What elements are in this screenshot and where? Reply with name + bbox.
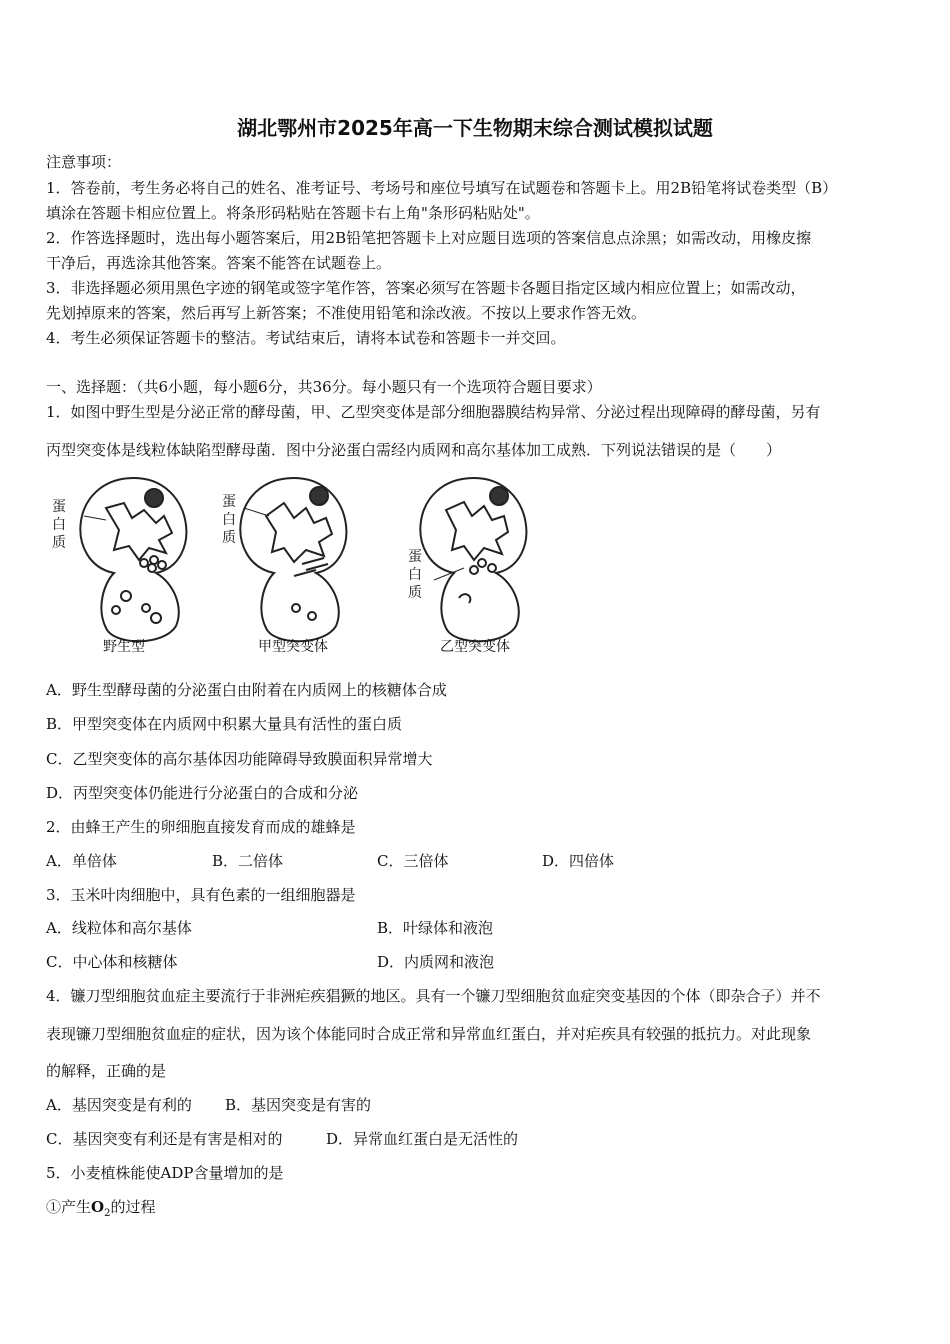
- page-title: 湖北鄂州市2025年高一下生物期末综合测试模拟试题: [237, 116, 713, 140]
- o2-formula: O: [91, 1198, 105, 1216]
- q5-stem: 5．小麦植株能使ADP含量增加的是: [46, 1164, 284, 1182]
- q4-stem: 4．镰刀型细胞贫血症主要流行于非洲疟疾猖獗的地区。具有一个镰刀型细胞贫血症突变基因的个体（即杂合子）并不: [46, 987, 821, 1005]
- notice-line: 3．非选择题必须用黑色字迹的钢笔或签字笔作答，答案必须写在答题卡各题目指定区域内相应位置上；如需改动，: [46, 279, 806, 297]
- q3-option-d[interactable]: D．内质网和液泡: [377, 953, 495, 971]
- q5-item-1: [46, 1197, 155, 1224]
- q1-stem: 丙型突变体是线粒体缺陷型酵母菌．图中分泌蛋白需经内质网和高尔基体加工成熟．下列说法错误的是（ ）: [46, 441, 782, 459]
- o2-subscript: 2: [104, 1208, 111, 1219]
- section-heading: 一、选择题：（共6小题，每小题6分，共36分。每小题只有一个选项符合题目要求）: [46, 378, 602, 396]
- q2-stem: 2．由蜂王产生的卵细胞直接发育而成的雄蜂是: [46, 818, 356, 836]
- caption-type-a: 甲型突变体: [258, 639, 328, 655]
- q4-stem: 的解释，正确的是: [46, 1062, 167, 1080]
- q4-option-c[interactable]: C．基因突变有利还是有害是相对的: [46, 1130, 283, 1148]
- q5-item-text: 的过程: [110, 1198, 156, 1216]
- notice-heading: 注意事项：: [46, 153, 122, 171]
- q2-option-a[interactable]: A．单倍体: [46, 852, 117, 870]
- notice-line: 4．考生必须保证答题卡的整洁。考试结束后，请将本试卷和答题卡一并交回。: [46, 329, 566, 347]
- protein-label-char: 质: [222, 530, 236, 546]
- q4-stem: 表现镰刀型细胞贫血症的症状，因为该个体能同时合成正常和异常血红蛋白，并对疟疾具有较强的抵抗力。对此现象: [46, 1025, 812, 1043]
- q1-option-d[interactable]: D．丙型突变体仍能进行分泌蛋白的合成和分泌: [46, 784, 359, 802]
- notice-line: 1．答卷前，考生务必将自己的姓名、准考证号、考场号和座位号填写在试题卷和答题卡上。用2B铅笔将试卷类型（B）: [46, 179, 838, 197]
- notice-line: 填涂在答题卡相应位置上。将条形码粘贴在答题卡右上角"条形码粘贴处"。: [46, 204, 540, 222]
- protein-label-char: 蛋: [408, 549, 422, 565]
- q4-option-b[interactable]: B．基因突变是有害的: [225, 1096, 372, 1114]
- q5-item-text: ①产生: [46, 1198, 92, 1216]
- protein-label-char: 蛋: [222, 494, 236, 510]
- notice-line: 干净后，再选涂其他答案。答案不能答在试题卷上。: [46, 254, 392, 272]
- protein-label-char: 白: [222, 512, 236, 528]
- caption-type-b: 乙型突变体: [440, 639, 510, 655]
- q4-option-d[interactable]: D．异常血红蛋白是无活性的: [326, 1130, 519, 1148]
- notice-line: 先划掉原来的答案，然后再写上新答案；不准使用铅笔和涂改液。不按以上要求作答无效。: [46, 304, 647, 322]
- q3-option-a[interactable]: A．线粒体和高尔基体: [46, 919, 192, 937]
- protein-label-a: [222, 493, 236, 547]
- q2-option-b[interactable]: B．二倍体: [212, 852, 284, 870]
- q2-option-d[interactable]: D．四倍体: [542, 852, 615, 870]
- protein-label-char: 白: [408, 567, 422, 583]
- q3-option-b[interactable]: B．叶绿体和液泡: [377, 919, 494, 937]
- q1-stem: 1．如图中野生型是分泌正常的酵母菌，甲、乙型突变体是部分细胞器膜结构异常、分泌过程出现障碍的酵母菌，另有: [46, 403, 821, 421]
- protein-label-char: 蛋: [52, 499, 66, 515]
- q1-option-c[interactable]: C．乙型突变体的高尔基体因功能障碍导致膜面积异常增大: [46, 750, 433, 768]
- caption-wild: 野生型: [103, 639, 145, 655]
- cell-figure: [44, 468, 544, 658]
- protein-label-char: 质: [52, 535, 66, 551]
- q4-option-a[interactable]: A．基因突变是有利的: [46, 1096, 192, 1114]
- q3-option-c[interactable]: C．中心体和核糖体: [46, 953, 178, 971]
- q2-option-c[interactable]: C．三倍体: [377, 852, 449, 870]
- protein-label-b: [408, 548, 422, 602]
- protein-label-wild: [52, 498, 66, 552]
- protein-label-char: 白: [52, 517, 66, 533]
- notice-line: 2．作答选择题时，选出每小题答案后，用2B铅笔把答题卡上对应题目选项的答案信息点涂黑；如需改动，用橡皮擦: [46, 229, 812, 247]
- q1-option-b[interactable]: B．甲型突变体在内质网中积累大量具有活性的蛋白质: [46, 715, 403, 733]
- q3-stem: 3．玉米叶肉细胞中，具有色素的一组细胞器是: [46, 886, 356, 904]
- q1-option-a[interactable]: A．野生型酵母菌的分泌蛋白由附着在内质网上的核糖体合成: [46, 681, 447, 699]
- protein-label-char: 质: [408, 585, 422, 601]
